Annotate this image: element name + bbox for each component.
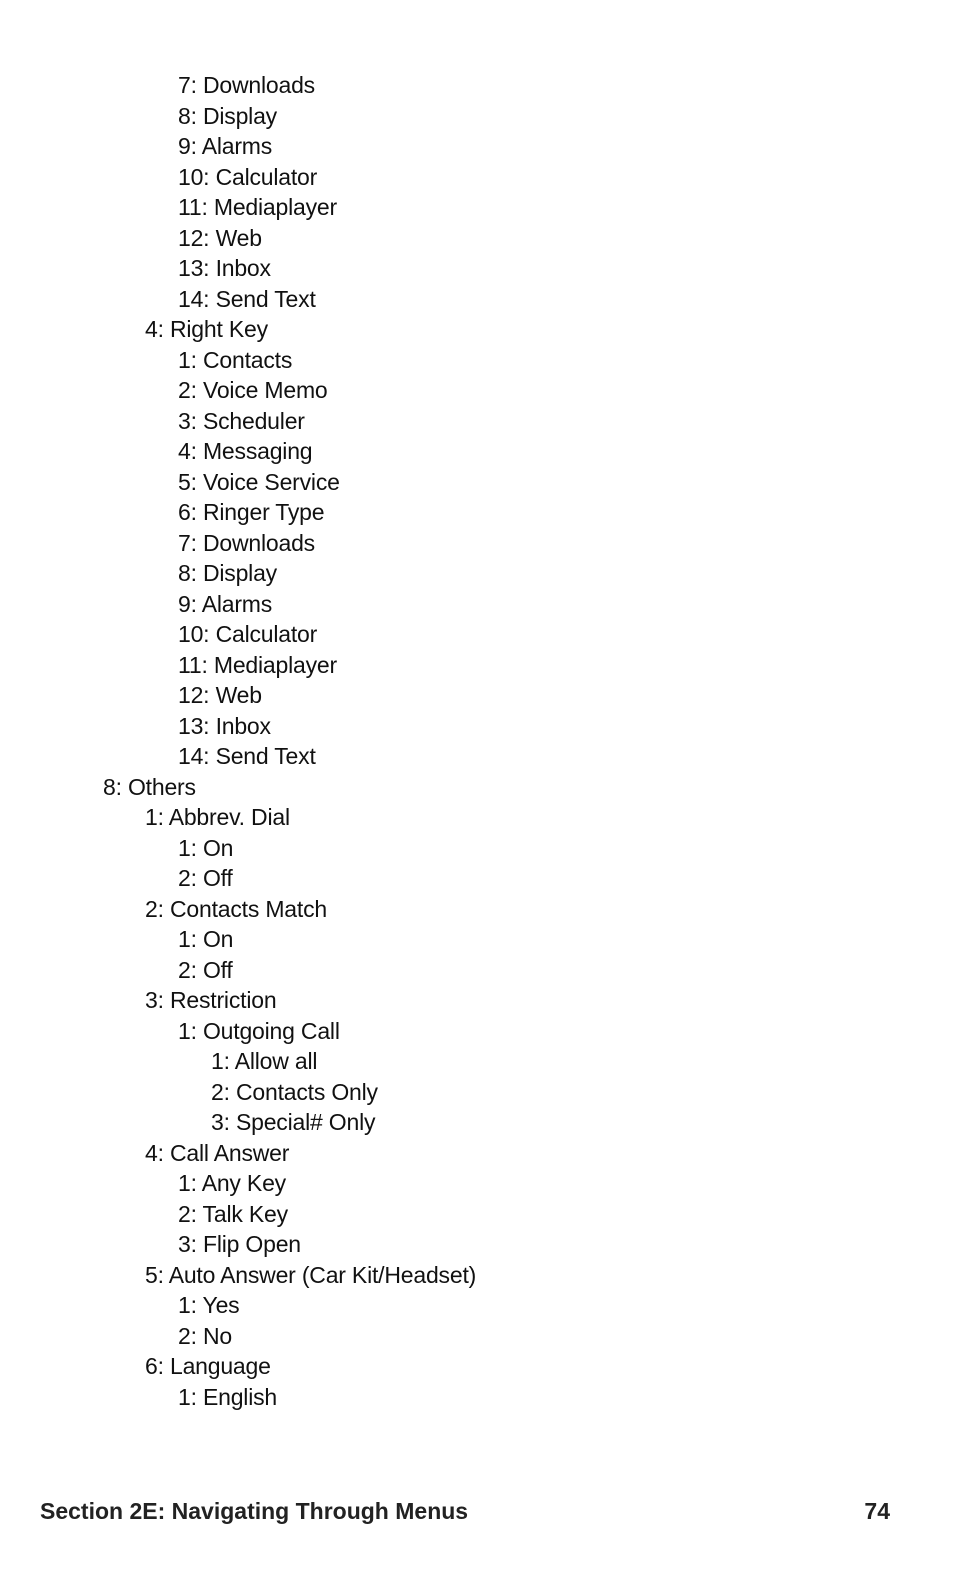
menu-item-level-3: 11: Mediaplayer: [178, 194, 337, 220]
menu-item-level-3: 1: Outgoing Call: [178, 1017, 340, 1044]
menu-item-level-3: 2: Off: [178, 956, 233, 983]
menu-item-level-3: 5: Voice Service: [178, 468, 340, 495]
page-footer: [40, 1495, 890, 1527]
menu-item-level-3: 2: No: [178, 1322, 232, 1349]
menu-item-level-3: 8: Display: [178, 102, 277, 129]
menu-item-level-3: 4: Messaging: [178, 438, 313, 464]
menu-item-level-4: 1: Allow all: [211, 1048, 318, 1074]
page-number: 74: [864, 1497, 890, 1524]
menu-item-level-2: 5: Auto Answer (Car Kit/Headset): [145, 1261, 477, 1288]
menu-item-level-2: 1: Abbrev. Dial: [145, 804, 290, 830]
menu-item-level-2: 2: Contacts Match: [145, 895, 327, 922]
menu-item-level-3: 13: Inbox: [178, 255, 271, 281]
menu-item-level-3: 7: Downloads: [178, 72, 315, 98]
menu-item-level-2: 4: Call Answer: [145, 1139, 290, 1166]
menu-item-level-4: 3: Special# Only: [211, 1109, 376, 1135]
menu-item-level-3: 13: Inbox: [178, 712, 271, 739]
menu-item-level-4: 2: Contacts Only: [211, 1078, 378, 1105]
menu-item-level-1: 8: Others: [103, 773, 196, 800]
menu-item-level-3: 9: Alarms: [178, 590, 273, 617]
menu-item-level-3: 11: Mediaplayer: [178, 651, 337, 678]
menu-item-level-2: 3: Restriction: [145, 987, 277, 1013]
menu-item-level-3: 1: Any Key: [178, 1170, 286, 1196]
menu-item-level-3: 2: Voice Memo: [178, 377, 328, 403]
menu-item-level-3: 14: Send Text: [178, 285, 316, 312]
menu-item-level-3: 1: On: [178, 834, 234, 861]
menu-item-level-3: 1: Contacts: [178, 346, 293, 373]
menu-item-level-3: 12: Web: [178, 682, 262, 708]
menu-item-level-3: 7: Downloads: [178, 529, 315, 556]
menu-item-level-3: 12: Web: [178, 224, 262, 251]
menu-item-level-3: 2: Talk Key: [178, 1200, 288, 1227]
menu-item-level-3: 1: English: [178, 1383, 278, 1410]
menu-item-level-3: 14: Send Text: [178, 743, 316, 769]
menu-item-level-3: 1: On: [178, 926, 234, 952]
menu-item-level-3: 10: Calculator: [178, 163, 318, 190]
menu-item-level-2: 4: Right Key: [145, 316, 268, 342]
menu-item-level-3: 8: Display: [178, 560, 277, 586]
menu-item-level-3: 9: Alarms: [178, 133, 273, 159]
menu-item-level-2: 6: Language: [145, 1353, 271, 1379]
menu-item-level-3: 10: Calculator: [178, 621, 318, 647]
menu-item-level-3: 6: Ringer Type: [178, 499, 325, 525]
footer-section-title: Section 2E: Navigating Through Menus: [40, 1497, 469, 1524]
menu-item-level-3: 2: Off: [178, 865, 233, 891]
menu-tree: [0, 70, 476, 1412]
menu-item-level-3: 3: Flip Open: [178, 1231, 301, 1257]
menu-item-level-3: 1: Yes: [178, 1292, 240, 1318]
menu-item-level-3: 3: Scheduler: [178, 407, 305, 434]
